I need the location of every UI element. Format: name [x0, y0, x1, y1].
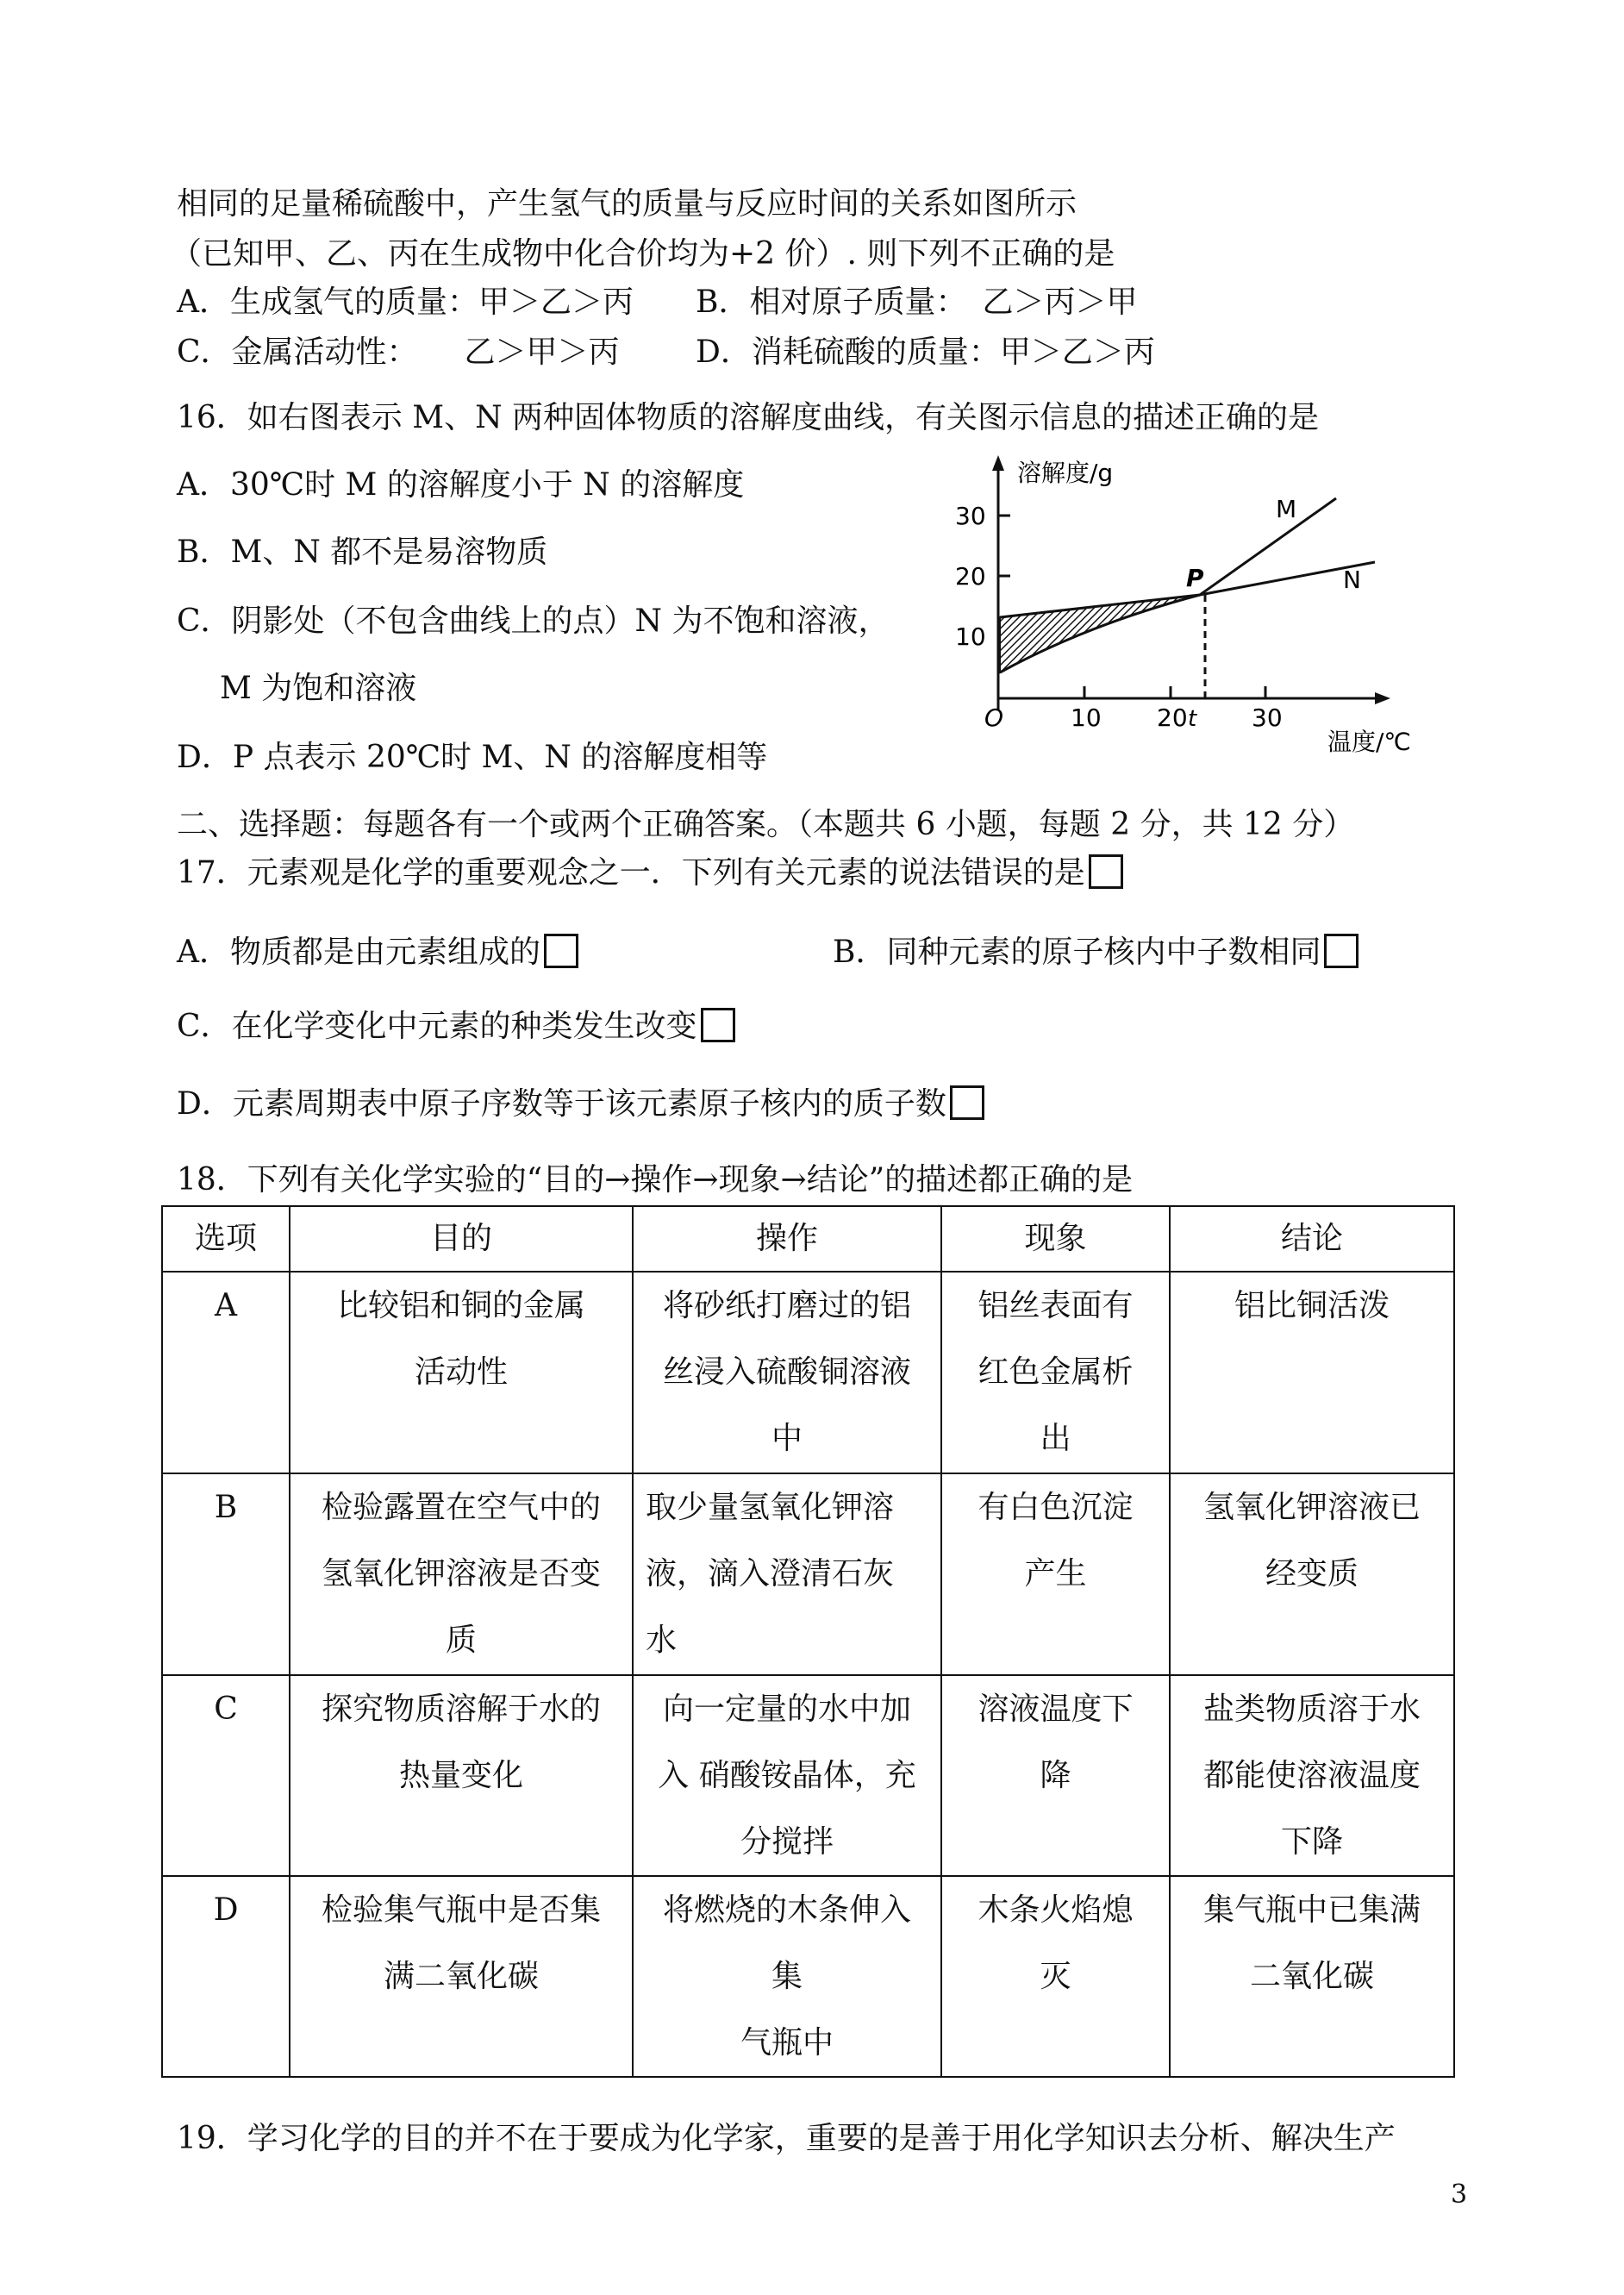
header-conclusion: 结论	[1170, 1206, 1454, 1272]
q15-option-b: B．相对原子质量： 乙＞丙＞甲	[696, 285, 1138, 320]
solubility-graph	[931, 448, 1414, 759]
table-row	[162, 1675, 1454, 1876]
cell-operation: 取少量氢氧化钾溶 液，滴入澄清石灰 水	[633, 1473, 941, 1675]
graph-origin: O	[984, 704, 1004, 732]
cell-phenomenon: 溶液温度下 降	[941, 1675, 1170, 1876]
table-row	[162, 1272, 1454, 1473]
q18-stem: 18．下列有关化学实验的“目的→操作→现象→结论”的描述都正确的是	[177, 1162, 1134, 1198]
cell-operation: 将燃烧的木条伸入 集 气瓶中	[633, 1876, 941, 2077]
experiment-table	[161, 1205, 1455, 2078]
cell-purpose: 检验集气瓶中是否集 满二氧化碳	[290, 1876, 633, 2077]
q16-option-b: B．M、N 都不是易溶物质	[177, 535, 548, 570]
graph-label-p: P	[1186, 564, 1204, 592]
table-row	[162, 1876, 1454, 2077]
cell-phenomenon: 有白色沉淀 产生	[941, 1473, 1170, 1675]
q17-answer-box[interactable]	[1089, 854, 1123, 889]
q17-option-a: A．物质都是由元素组成的	[177, 935, 540, 970]
cell-option: B	[162, 1473, 290, 1675]
header-option: 选项	[162, 1206, 290, 1272]
intro-line-2: （已知甲、乙、丙在生成物中化合价均为+2 价）. 则下列不正确的是	[171, 236, 1115, 272]
q17-option-d-box[interactable]	[950, 1085, 984, 1120]
table-row	[162, 1473, 1454, 1675]
q16-option-c-line2: M 为饱和溶液	[220, 671, 417, 706]
q15-option-d: D．消耗硫酸的质量：甲＞乙＞丙	[696, 335, 1155, 370]
cell-phenomenon: 铝丝表面有 红色金属析 出	[941, 1272, 1170, 1473]
q15-option-c: C．金属活动性： 乙＞甲＞丙	[177, 335, 620, 370]
cell-purpose: 比较铝和铜的金属 活动性	[290, 1272, 633, 1473]
graph-label-n: N	[1343, 566, 1361, 594]
q16-stem: 16．如右图表示 M、N 两种固体物质的溶解度曲线，有关图示信息的描述正确的是	[177, 400, 1320, 435]
page-number: 3	[1451, 2179, 1468, 2210]
graph-xlabel: 温度/℃	[1327, 728, 1411, 756]
q17-option-b-box[interactable]	[1324, 934, 1359, 968]
header-phenomenon: 现象	[941, 1206, 1170, 1272]
q17-option-a-box[interactable]	[544, 934, 578, 968]
q16-option-c-line1: C．阴影处（不包含曲线上的点）N 为不饱和溶液，	[177, 603, 890, 639]
q17-option-a-row	[177, 933, 578, 972]
q17-option-d: D．元素周期表中原子序数等于该元素原子核内的质子数	[177, 1086, 946, 1122]
q17-stem: 17．元素观是化学的重要观念之一．下列有关元素的说法错误的是	[177, 855, 1085, 891]
section-2-header: 二、选择题：每题各有一个或两个正确答案。（本题共 6 小题，每题 2 分，共 12 分）	[177, 807, 1355, 842]
cell-conclusion: 铝比铜活泼	[1170, 1272, 1454, 1473]
cell-option: C	[162, 1675, 290, 1876]
cell-phenomenon: 木条火焰熄 灭	[941, 1876, 1170, 2077]
graph-xtick-20: 20	[1157, 704, 1188, 732]
q19-stem: 19．学习化学的目的并不在于要成为化学家，重要的是善于用化学知识去分析、解决生产	[177, 2121, 1396, 2156]
q16-option-d: D．P 点表示 20℃时 M、N 的溶解度相等	[177, 740, 768, 775]
header-operation: 操作	[633, 1206, 941, 1272]
cell-operation: 向一定量的水中加 入 硝酸铵晶体，充 分搅拌	[633, 1675, 941, 1876]
q16-option-a: A．30℃时 M 的溶解度小于 N 的溶解度	[177, 467, 745, 503]
graph-ylabel: 溶解度/g	[1017, 459, 1114, 487]
graph-xtick-10: 10	[1071, 704, 1102, 732]
q17-option-c-box[interactable]	[701, 1008, 735, 1042]
y-axis-arrow	[992, 455, 1004, 471]
q17-option-c-row	[177, 1007, 735, 1047]
q17-stem-row	[177, 854, 1123, 893]
curve-m	[1000, 498, 1336, 672]
table-header-row	[162, 1206, 1454, 1272]
q15-option-a: A．生成氢气的质量：甲＞乙＞丙	[177, 285, 634, 320]
q17-option-b: B．同种元素的原子核内中子数相同	[833, 935, 1321, 970]
graph-ytick-30: 30	[955, 502, 986, 530]
cell-purpose: 探究物质溶解于水的 热量变化	[290, 1675, 633, 1876]
x-axis-arrow	[1375, 692, 1390, 704]
cell-conclusion: 氢氧化钾溶液已 经变质	[1170, 1473, 1454, 1675]
cell-purpose: 检验露置在空气中的 氢氧化钾溶液是否变 质	[290, 1473, 633, 1675]
q17-option-b-row	[833, 933, 1359, 972]
graph-ytick-10: 10	[955, 622, 986, 651]
intro-line-1: 相同的足量稀硫酸中，产生氢气的质量与反应时间的关系如图所示	[177, 186, 1077, 222]
cell-option: D	[162, 1876, 290, 2077]
graph-ytick-20: 20	[955, 562, 986, 591]
header-purpose: 目的	[290, 1206, 633, 1272]
graph-label-m: M	[1276, 495, 1297, 523]
cell-conclusion: 集气瓶中已集满 二氧化碳	[1170, 1876, 1454, 2077]
graph-xtick-t: t	[1188, 706, 1197, 732]
cell-conclusion: 盐类物质溶于水 都能使溶液温度 下降	[1170, 1675, 1454, 1876]
q17-option-d-row	[177, 1085, 984, 1124]
cell-option: A	[162, 1272, 290, 1473]
graph-xtick-30: 30	[1252, 704, 1283, 732]
cell-operation: 将砂纸打磨过的铝 丝浸入硫酸铜溶液 中	[633, 1272, 941, 1473]
q17-option-c: C．在化学变化中元素的种类发生改变	[177, 1009, 697, 1044]
